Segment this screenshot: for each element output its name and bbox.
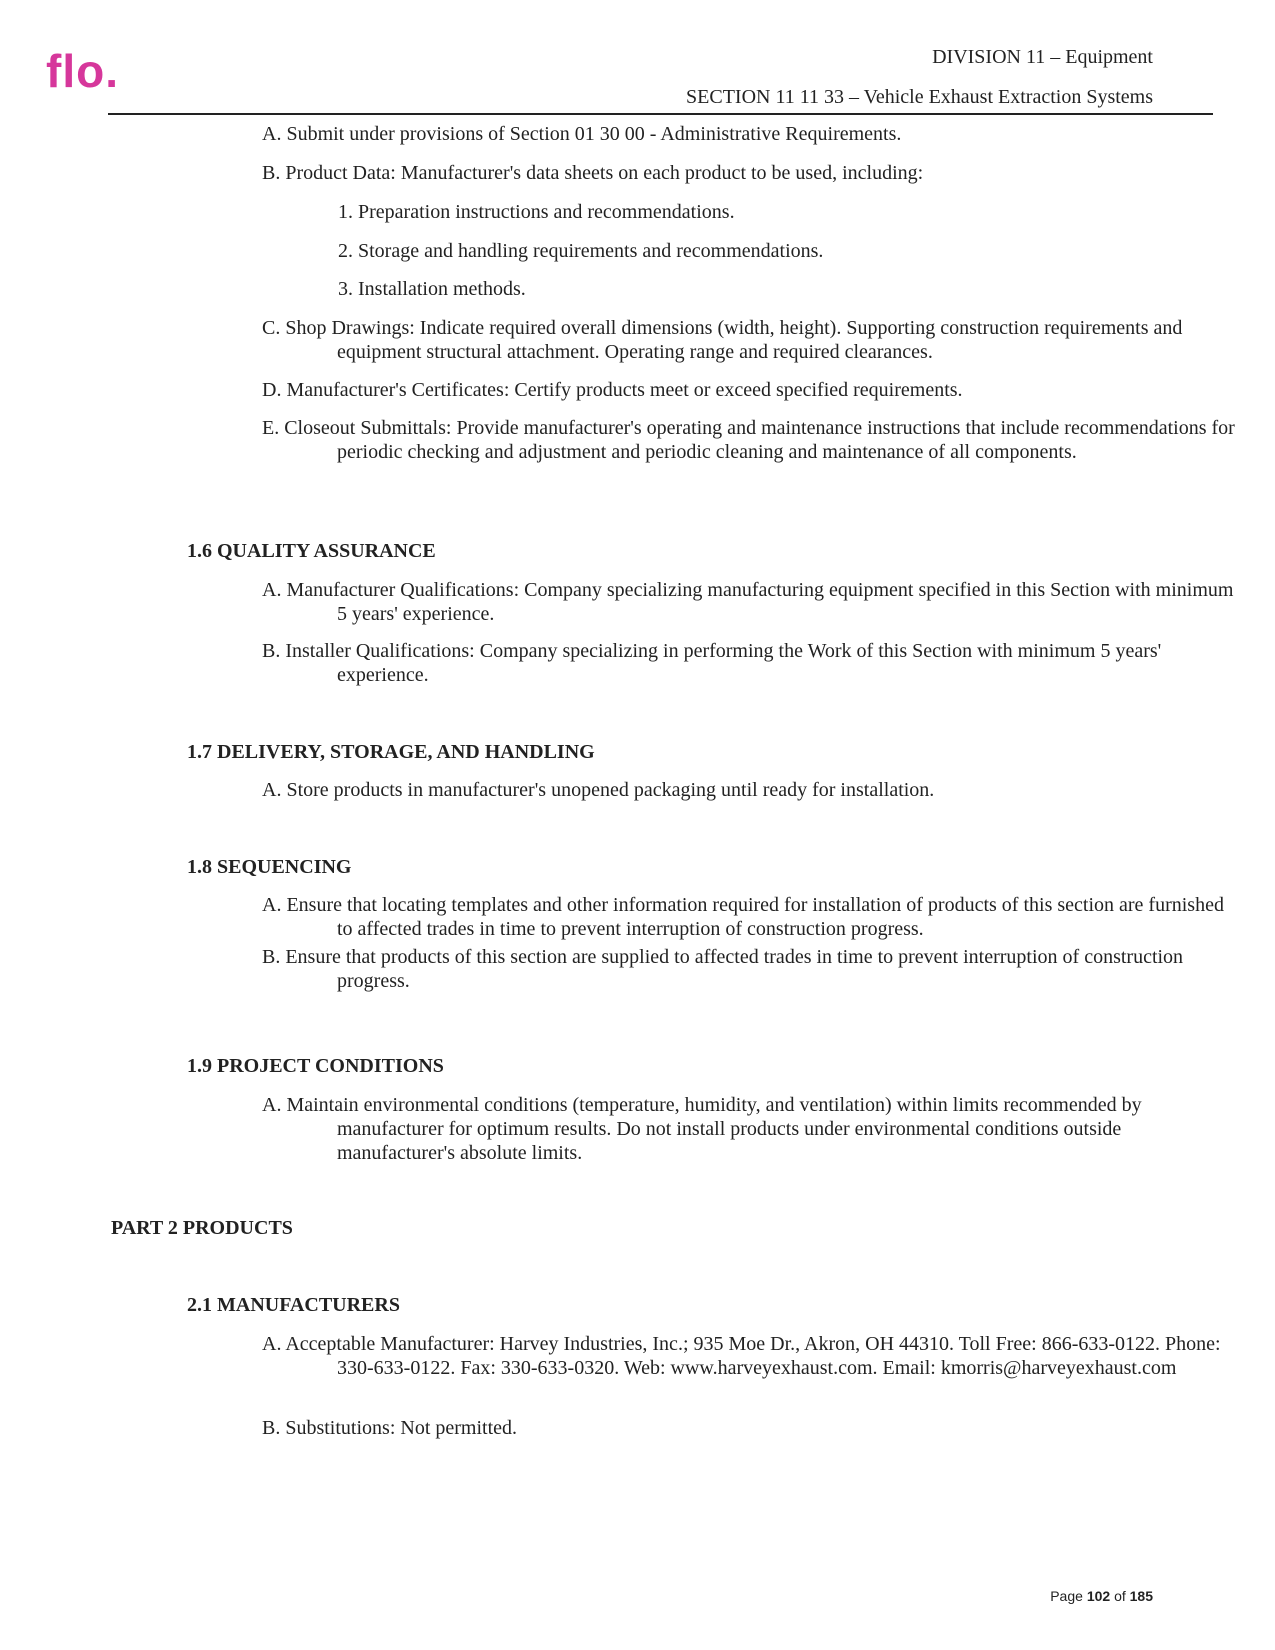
heading-quality-assurance: 1.6 QUALITY ASSURANCE <box>187 540 436 562</box>
manufacturers-item-a: A. Acceptable Manufacturer: Harvey Industries, Inc.; 935 Moe Dr., Akron, OH 44310. Toll Free: 866-633-0122. Phone: 330-633-0122. Fax: 330-633-0320. Web: www.harveyexhaust.com. Email: kmorris@harveyexhaust.com <box>262 1333 1221 1379</box>
quality-item-a: A. Manufacturer Qualifications: Company specializing manufacturing equipment specified in this Section with minimum 5 years' experience. <box>262 579 1234 625</box>
heading-manufacturers: 2.1 MANUFACTURERS <box>187 1294 400 1316</box>
total-pages: 185 <box>1129 1588 1153 1604</box>
company-logo: flo. <box>46 45 119 97</box>
heading-delivery-storage-handling: 1.7 DELIVERY, STORAGE, AND HANDLING <box>187 741 595 763</box>
current-page-number: 102 <box>1086 1588 1111 1604</box>
of-label: of <box>1114 1588 1126 1604</box>
delivery-item-a: A. Store products in manufacturer's unopened packaging until ready for installation. <box>262 779 935 801</box>
submittal-item-e: E. Closeout Submittals: Provide manufacturer's operating and maintenance instructions that include recommendations for periodic checking and adjustment and periodic cleaning and maintenance of all components. <box>262 417 1235 463</box>
submittal-item-a: A. Submit under provisions of Section 01 30 00 - Administrative Requirements. <box>262 123 902 145</box>
submittal-subitem-2: 2. Storage and handling requirements and recommendations. <box>338 240 824 262</box>
heading-part-2-products: PART 2 PRODUCTS <box>111 1217 293 1239</box>
heading-sequencing: 1.8 SEQUENCING <box>187 856 352 878</box>
submittal-subitem-1: 1. Preparation instructions and recommendations. <box>338 201 735 223</box>
header-division: DIVISION 11 – Equipment <box>932 46 1153 68</box>
quality-item-b: B. Installer Qualifications: Company specializing in performing the Work of this Section with minimum 5 years' experience. <box>262 640 1162 686</box>
conditions-item-a: A. Maintain environmental conditions (temperature, humidity, and ventilation) within limits recommended by manufacturer for optimum results. Do not install products under environmental conditions outside manufacturer's absolute limits. <box>262 1094 1142 1164</box>
page-number-footer <box>1050 1588 1153 1604</box>
submittal-item-d: D. Manufacturer's Certificates: Certify products meet or exceed specified requirements. <box>262 379 963 401</box>
sequencing-item-a: A. Ensure that locating templates and other information required for installation of products of this section are furnished to affected trades in time to prevent interruption of construction progress. <box>262 894 1224 940</box>
header-divider <box>108 113 1213 115</box>
submittal-item-c: C. Shop Drawings: Indicate required overall dimensions (width, height). Supporting construction requirements and equipment structural attachment. Operating range and required clearances. <box>262 317 1183 363</box>
submittal-item-b: B. Product Data: Manufacturer's data sheets on each product to be used, including: <box>262 162 924 184</box>
sequencing-item-b: B. Ensure that products of this section are supplied to affected trades in time to prevent interruption of construction progress. <box>262 946 1184 992</box>
heading-project-conditions: 1.9 PROJECT CONDITIONS <box>187 1055 444 1077</box>
manufacturers-item-b: B. Substitutions: Not permitted. <box>262 1417 518 1439</box>
header-section: SECTION 11 11 33 – Vehicle Exhaust Extraction Systems <box>686 86 1153 108</box>
page-label: Page <box>1050 1588 1083 1604</box>
submittal-subitem-3: 3. Installation methods. <box>338 278 526 300</box>
